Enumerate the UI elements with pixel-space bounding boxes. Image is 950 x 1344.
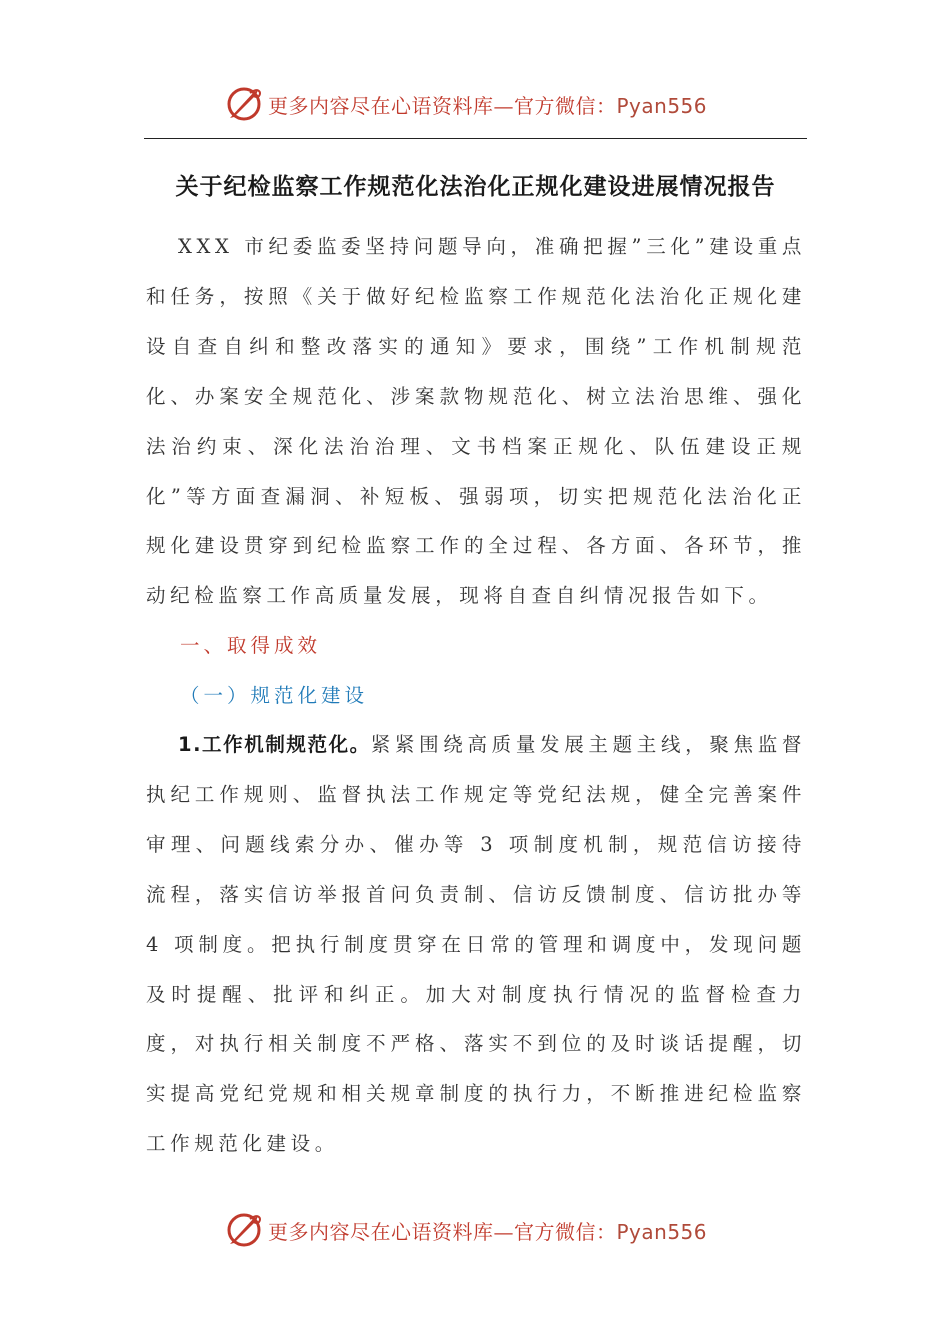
item-paragraph — [146, 720, 806, 1169]
watermark-text: 更多内容尽在心语资料库—官方微信：Pyan556 — [268, 1219, 708, 1244]
watermark-banner-top — [224, 81, 707, 127]
quill-pen-icon — [224, 1210, 264, 1250]
item-lead: 1.工作机制规范化。 — [178, 733, 371, 756]
wechat-id: Pyan556 — [616, 93, 708, 118]
subsection-heading: （一）规范化建设 — [180, 684, 369, 707]
watermark-text: 更多内容尽在心语资料库—官方微信：Pyan556 — [268, 93, 708, 118]
watermark-banner-bottom — [224, 1207, 707, 1253]
quill-pen-icon — [224, 84, 264, 124]
item-body: 紧紧围绕高质量发展主题主线，聚焦监督执纪工作规则、监督执法工作规定等党纪法规，健全完善案件审理、问题线索分办、催办等 3 项制度机制，规范信访接待流程，落实信访举报首问负责制、信访反馈制度、信访批办等 4 项制度。把执行制度贯穿在日常的管理和调度中，发现问题及时提醒、批评和纠正。加大对制度执行情况的监督检查力度，对执行相关制度不严格、落实不到位的及时谈话提醒，切实提高党纪党规和相关规章制度的执行力，不断推进纪检监察工作规范化建设。 — [146, 733, 806, 1156]
wechat-id: Pyan556 — [616, 1219, 708, 1244]
intro-paragraph: XXX 市纪委监委坚持问题导向，准确把握”三化”建设重点和任务，按照《关于做好纪检监察工作规范化法治化正规化建设自查自纠和整改落实的通知》要求，围绕”工作机制规范化、办案安全规范化、涉案款物规范化、树立法治思维、强化法治约束、深化法治治理、文书档案正规化、队伍建设正规化”等方面查漏洞、补短板、强弱项，切实把规范化法治化正规化建设贯穿到纪检监察工作的全过程、各方面、各环节，推动纪检监察工作高质量发展，现将自查自纠情况报告如下。 — [146, 235, 806, 608]
header-divider — [144, 138, 807, 139]
section-heading: 一、取得成效 — [180, 634, 322, 657]
document-title: 关于纪检监察工作规范化法治化正规化建设进展情况报告 — [175, 174, 776, 200]
